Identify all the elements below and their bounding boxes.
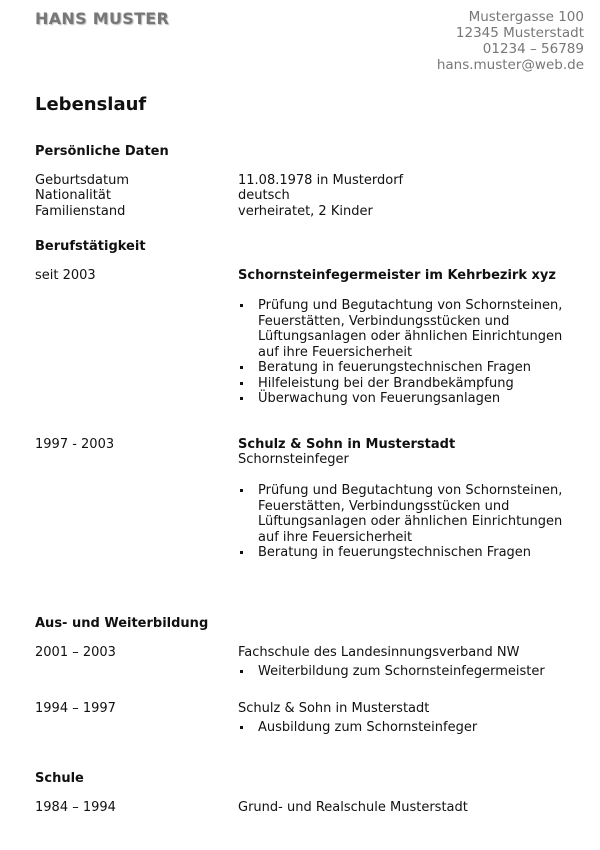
list-item: Überwachung von Feuerungsanlagen xyxy=(238,391,583,407)
contact-email: hans.muster@web.de xyxy=(436,57,584,73)
list-item: Beratung in feuerungstechnischen Fragen xyxy=(238,360,583,376)
contact-city: 12345 Musterstadt xyxy=(455,25,584,41)
school-title-1: Grund- und Realschule Musterstadt xyxy=(238,800,468,815)
career-title-1: Schornsteinfegermeister im Kehrbezirk xyz xyxy=(238,268,556,283)
page-title: Lebenslauf xyxy=(35,94,147,115)
career-bullets-1 xyxy=(238,298,583,407)
applicant-name: HANS MUSTER xyxy=(35,9,170,28)
education-bullets-1 xyxy=(238,664,583,680)
contact-phone: 01234 – 56789 xyxy=(482,41,584,57)
list-item: Ausbildung zum Schornsteinfeger xyxy=(238,720,583,736)
education-period-1: 2001 – 2003 xyxy=(35,645,116,660)
personal-label-family: Familienstand xyxy=(35,204,126,219)
list-item: Prüfung und Begutachtung von Schornsteinen, Feuerstätten, Verbindungsstücken und Lüftungsanlagen oder ähnlichen Einrichtungen auf ihre Feuersicherheit xyxy=(238,483,583,545)
personal-value-family: verheiratet, 2 Kinder xyxy=(238,204,373,219)
personal-label-nationality: Nationalität xyxy=(35,188,111,203)
career-title-2: Schulz & Sohn in Musterstadt xyxy=(238,437,456,452)
career-subtitle-2: Schornsteinfeger xyxy=(238,452,349,467)
contact-block xyxy=(437,9,584,73)
section-heading-school: Schule xyxy=(35,771,84,786)
career-period-1: seit 2003 xyxy=(35,268,96,283)
list-item: Prüfung und Begutachtung von Schornsteinen, Feuerstätten, Verbindungsstücken und Lüftungsanlagen oder ähnlichen Einrichtungen auf ihre Feuersicherheit xyxy=(238,298,583,360)
personal-label-birth: Geburtsdatum xyxy=(35,173,129,188)
list-item: Hilfeleistung bei der Brandbekämpfung xyxy=(238,376,583,392)
list-item: Weiterbildung zum Schornsteinfegermeister xyxy=(238,664,583,680)
section-heading-personal: Persönliche Daten xyxy=(35,144,169,159)
education-bullets-2 xyxy=(238,720,583,736)
education-title-1: Fachschule des Landesinnungsverband NW xyxy=(238,645,520,660)
career-bullets-2 xyxy=(238,483,583,561)
school-period-1: 1984 – 1994 xyxy=(35,800,116,815)
section-heading-education: Aus- und Weiterbildung xyxy=(35,616,209,631)
list-item: Beratung in feuerungstechnischen Fragen xyxy=(238,545,583,561)
personal-value-birth: 11.08.1978 in Musterdorf xyxy=(238,173,404,188)
education-title-2: Schulz & Sohn in Musterstadt xyxy=(238,701,430,716)
contact-street: Mustergasse 100 xyxy=(468,9,584,25)
education-period-2: 1994 – 1997 xyxy=(35,701,116,716)
career-period-2: 1997 - 2003 xyxy=(35,437,115,452)
personal-value-nationality: deutsch xyxy=(238,188,290,203)
section-heading-career: Berufstätigkeit xyxy=(35,239,146,254)
